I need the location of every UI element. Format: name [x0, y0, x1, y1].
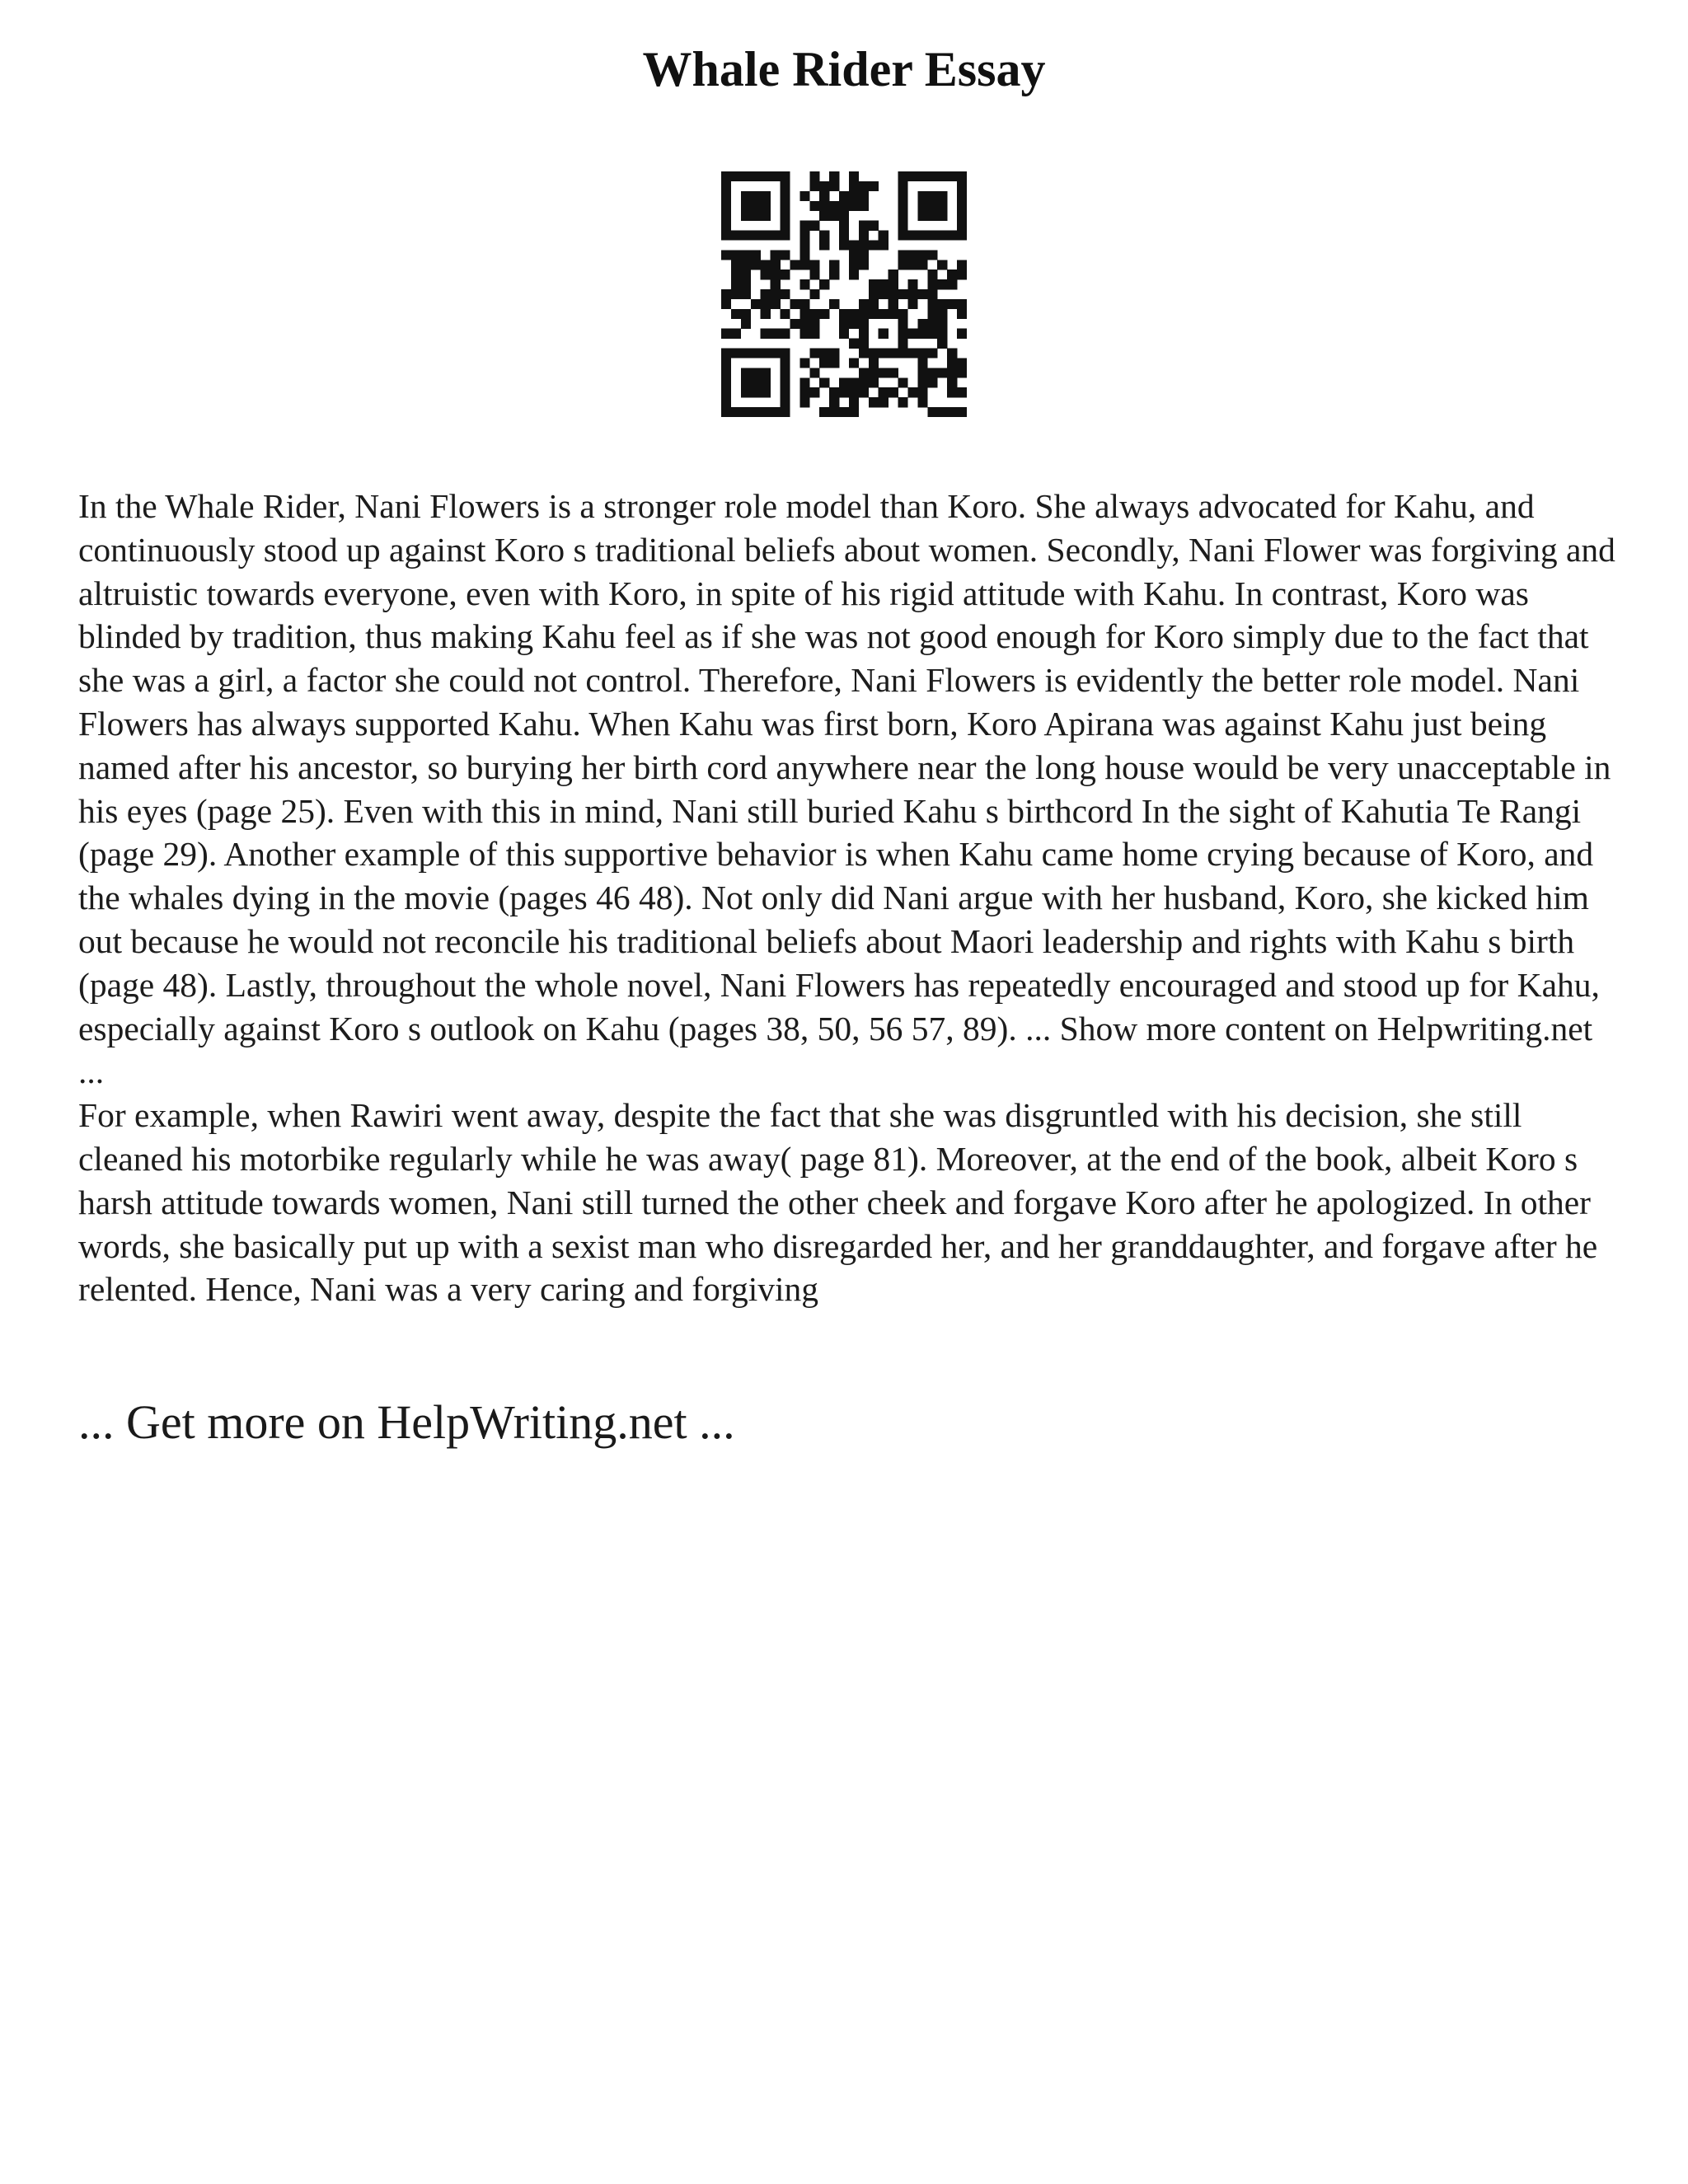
essay-paragraph: For example, when Rawiri went away, despite the fact that she was disgruntled with his decision, she still cleaned his motorbike regularly while he was away( page 81). Moreover, at the end of the book, albeit Koro s harsh attitude towards women, Nani still turned the other cheek and forgave Koro after he apologized. In other words, she basically put up with a sexist man who disregarded her, and her granddaughter, and forgave after he relented. Hence, Nani was a very caring and forgiving [78, 1096, 1598, 1309]
page-title: Whale Rider Essay [642, 42, 1046, 96]
essay-body [78, 485, 1620, 1311]
qr-code-icon [721, 171, 967, 417]
essay-paragraph: In the Whale Rider, Nani Flowers is a stronger role model than Koro. She always advocated for Kahu, and continuously stood up against Koro s traditional beliefs about women. Secondly, Nani Flower was forgiving and altruistic towards everyone, even with Koro, in spite of his rigid attitude with Kahu. In contrast, Koro was blinded by tradition, thus making Kahu feel as if she was not good enough for Koro simply due to the fact that she was a girl, a factor she could not control. Therefore, Nani Flowers is evidently the better role model. Nani Flowers has always supported Kahu. When Kahu was first born, Koro Apirana was against Kahu just being named after his ancestor, so burying her birth cord anywhere near the long house would be very unacceptable in his eyes (page 25). Even with this in mind, Nani still buried Kahu s birthcord In the sight of Kahutia Te Rangi (page 29). Another example of this supportive behavior is when Kahu came home crying because of Koro, and the whales dying in the movie (pages 46 48). Not only did Nani argue with her husband, Koro, she kicked him out because he would not reconcile his traditional beliefs about Maori leadership and rights with Kahu s birth (page 48). Lastly, throughout the whole novel, Nani Flowers has repeatedly encouraged and stood up for Kahu, especially against Koro s outlook on Kahu (pages 38, 50, 56 57, 89). ... Show more content on Helpwriting.net ... [78, 487, 1615, 1091]
get-more-link[interactable]: ... Get more on HelpWriting.net ... [78, 1395, 735, 1449]
qr-code-graphic [721, 171, 967, 417]
